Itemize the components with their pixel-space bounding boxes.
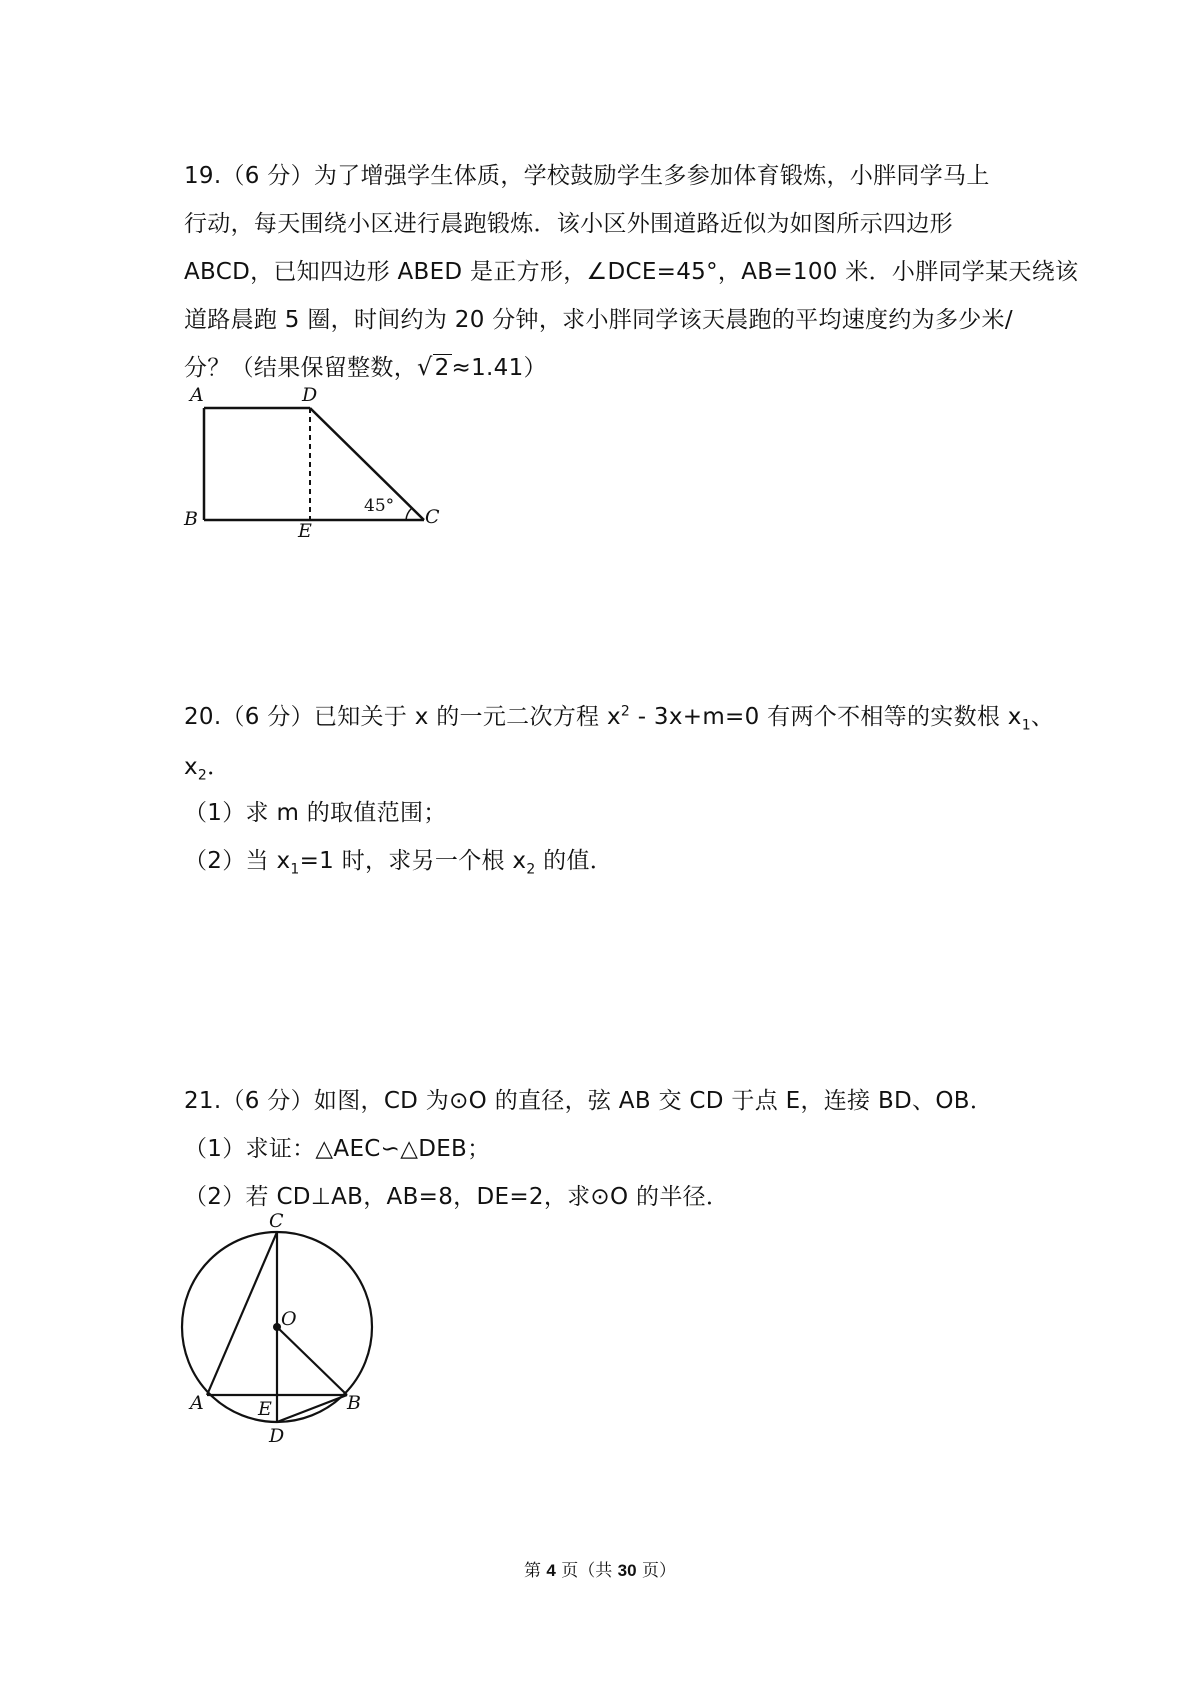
angle-arc [406, 508, 412, 520]
footer-pre: 第 [523, 1561, 547, 1581]
q20-part-2-sub-2: 2 [526, 861, 536, 878]
segment-ac [207, 1232, 277, 1395]
label-a: A [190, 384, 204, 406]
footer-post: 页） [636, 1561, 676, 1581]
label-c: C [269, 1210, 284, 1232]
q19-line-5-pre: 分？（结果保留整数， [184, 355, 417, 381]
sqrt-symbol: √ [417, 353, 433, 381]
q20-line-2-post: ． [207, 754, 231, 780]
label-c: C [425, 506, 440, 528]
q20-line-1-post: 、 [1030, 704, 1055, 730]
q20-sub-1: 1 [1021, 717, 1031, 734]
label-o: O [281, 1308, 297, 1330]
q21-part-2: （2）若 CD⊥AB，AB=8，DE=2，求⊙O 的半径． [184, 1184, 730, 1210]
label-e: E [298, 520, 312, 542]
q20-line-2 [184, 748, 231, 784]
footer-page-number: 4 [546, 1561, 556, 1580]
footer-page-total: 30 [617, 1561, 637, 1580]
label-b: B [184, 508, 198, 530]
center-point-o [273, 1323, 281, 1331]
q21-part-1: （1）求证：△AEC∽△DEB； [184, 1136, 491, 1162]
q20-line-1 [184, 698, 1055, 734]
segment-bd [277, 1395, 347, 1422]
q19-line-1: 19.（6 分）为了增强学生体质，学校鼓励学生多参加体育锻炼，小胖同学马上 [184, 163, 990, 189]
sqrt-radicand: 2 [434, 355, 450, 381]
q20-line-1-pre: 20.（6 分）已知关于 x 的一元二次方程 x [184, 704, 621, 730]
page-footer [0, 1556, 1200, 1581]
label-d: D [269, 1425, 285, 1447]
q20-line-1-mid: - 3x+m=0 有两个不相等的实数根 x [630, 704, 1022, 730]
footer-mid: 页（共 [555, 1561, 618, 1581]
q20-sub-2: 2 [197, 767, 208, 784]
angle-label: 45° [364, 496, 395, 516]
label-d: D [302, 384, 318, 406]
segment-ob [277, 1327, 347, 1395]
label-a: A [190, 1392, 204, 1414]
q20-sup: 2 [620, 703, 631, 720]
q20-part-2 [184, 842, 614, 878]
q20-part-2-pre: （2）当 x [184, 848, 291, 874]
label-b: B [347, 1392, 361, 1414]
q21-line-1: 21.（6 分）如图，CD 为⊙O 的直径，弦 AB 交 CD 于点 E，连接 BD、OB． [184, 1088, 994, 1114]
q19-line-5 [184, 349, 547, 382]
q19-line-2: 行动，每天围绕小区进行晨跑锻炼．该小区外围道路近似为如图所示四边形 [184, 211, 953, 237]
q20-part-1: （1）求 m 的取值范围； [184, 800, 447, 826]
q20-part-2-post: 的值． [535, 848, 614, 874]
q19-line-3: ABCD，已知四边形 ABED 是正方形，∠DCE=45°，AB=100 米．小胖同学某天绕该 [184, 259, 1079, 285]
q19-line-4: 道路晨跑 5 圈，时间约为 20 分钟，求小胖同学该天晨跑的平均速度约为多少米/ [184, 307, 1013, 333]
q20-part-2-sub-1: 1 [290, 861, 300, 878]
q20-part-2-mid: =1 时，求另一个根 x [299, 848, 527, 874]
label-e: E [258, 1398, 272, 1420]
q20-line-2-pre: x [184, 754, 198, 780]
q19-line-5-post: ≈1.41） [451, 355, 547, 381]
